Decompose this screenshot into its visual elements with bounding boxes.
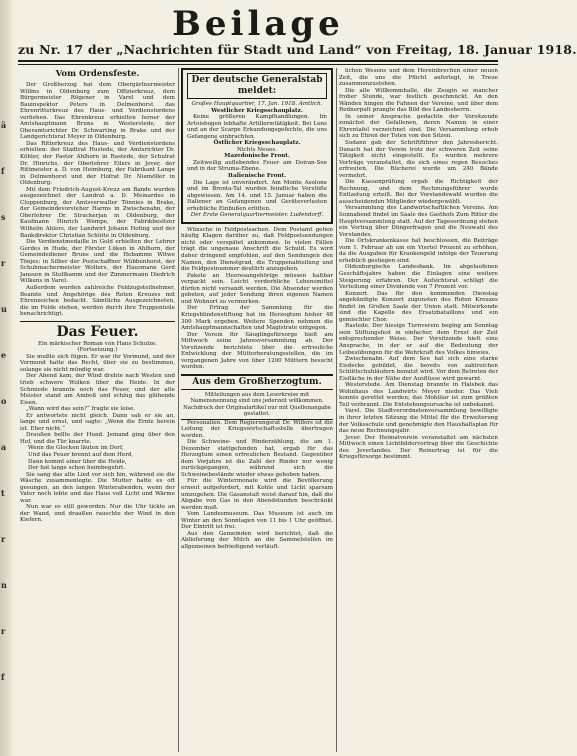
cropped-edge-letter: o [1,396,7,406]
report-eastern-front-text: Nichts Neues. [236,146,278,153]
grand-duchy-section-note: Mitteilungen aus dem Leserkreise mit Namensnennung sind uns jederzeit willkommen. Nachdruck der Originalartikel nur mit Quellenangabe gestattet. [181,392,333,420]
article-paragraph: Die Ortskrankenkasse hat beschlossen, die Beiträge vom 1. Februar ab um ein Viertel Prozent zu erhöhen, da die Ausgaben für Krankengeld infolge der Teuerung erheblich gestiegen sind. [339,238,498,264]
article-paragraph: Westerstede. Am Dienstag brannte in Halsbek das Wohnhaus des Landwirts Meyer nieder. Das Vieh konnte gerettet werden; das Mobiliar ist zum größten Teil verbrannt. Die Entstehungsursache ist unbekannt. [339,382,498,408]
cropped-edge-letter: s [1,212,6,222]
article-paragraph: Der Großherzog hat dem Obergärtnermeister Willms in Oldenburg zum Offizierkreuz, dem Bürgermeister Rögener in Varel und dem Bauinspektor Peters in Delmenhorst das Ehrenritterkreuz des Haus- und Verdienstordens verliehen. Das Ehrenkreuz erhielten ferner der Amtshauptmann Bruns in Westerstede, der Oberamtsrichter Dr. Schwarting in Brake und der Landgerichtsrat Meyer in Oldenburg. [20,82,175,141]
poem-line: Dann kommt einer über die Heide, [28,458,127,465]
column-rule-1 [178,68,179,752]
cropped-edge-letter: f [1,166,5,176]
novel-paragraph: Er antwortete nicht gleich. Dann sah er sie an, lange und ernst, und sagte: „Wenn die Ernte herein ist. Eher nicht.“ [20,412,175,432]
general-staff-report-box [181,68,333,224]
local-news-articles [181,227,333,371]
article-paragraph: Die Verdienstmedaille in Gold erhielten der Lehrer Gerdes in Hude, der Förster Lüken in Ahlhorn, der Gemeindediener Bruns und die Hebamme Witwe Tönjes; in Silber der Postschaffner Wübbenhorst, der Schuhmachermeister Wolters, der Hausmann Gerd Janssen in Stollhamm und der Zimmermann Diedrich Wilkens in Varel. [20,239,175,285]
order-festival-heading: Vom Ordensfeste. [55,69,140,79]
cropped-edge-letter: r [1,626,6,636]
report-western-front-head: Westlicher Kriegsschauplatz. [211,107,303,114]
general-staff-report-title: Der deutsche Generalstab meldet: [187,73,327,99]
article-paragraph: Außerdem wurden zahlreiche Feldzugsteilnehmer, Beamte und Angehörige des Roten Kreuzes mit Ehrenzeichen bedacht. Sämtliche Ausgezeichneten, die im Felde stehen, werden durch ihre Truppenteile benachrichtigt. [20,284,175,318]
novel-text [20,354,175,446]
cropped-edge-letter: f [1,672,5,682]
novel-paragraph: Sie sang das alte Lied vor sich hin, während sie die Wäsche zusammenlegte. Die Mutter hatte es oft gesungen, an den langen Winterabenden, wenn der Vater noch lebte und das Haus voll Licht und Wärme war. [20,471,175,504]
cropped-edge-letter: r [1,534,6,544]
cropped-edge-letter: a [1,442,7,452]
article-paragraph: Jever. Der Heimatverein veranstaltet am nächsten Mittwoch einen Lichtbildervortrag über die Geschichte des Jeverlandes. Der Reinertrag ist für die Kriegsfürsorge bestimmt. [339,434,498,461]
novel-paragraph: „Wann wird das sein?“ fragte sie leise. [26,406,136,413]
article-paragraph: Aus den Gemeinden wird berichtet, daß die Ablieferung der Milch an die Sammelstellen im allgemeinen befriedigend verläuft. [181,530,333,550]
column-middle [181,68,333,752]
novel-paragraph: Draußen bellte der Hund. Jemand ging über den Hof, und die Tür knarrte. [20,432,175,445]
article-paragraph: Rastede. Der hiesige Turnverein beging am Sonntag sein Stiftungsfest in einfacher, dem Ernst der Zeit entsprechender Weise. Der Vorsitzende hielt eine Ansprache, in der er auf die Bedeutung der Leibesübungen für die Wehrkraft des Volkes hinwies. [339,323,498,356]
masthead-rule [18,60,498,62]
article-paragraph: Zwischenahn. Auf dem See hat sich eine starke Eisdecke gebildet, die bereits von zahlreichen Schlittschuhläufern benutzt wird. Vor dem Betreten der Eisfläche in der Nähe der Ausflüsse wird gewarnt. [339,356,498,382]
cropped-edge-letter: t [1,488,5,498]
article-paragraph: Versammlung des Landwirtschaftlichen Vereins. Am Sonnabend findet im Saale des Gasthofs Zum Ritter die Hauptversammlung statt. Auf der Tagesordnung stehen ein Vortrag über Düngerfragen und die Neuwahl des Vorstandes. [339,205,498,238]
report-dateline: Großes Hauptquartier, 17. Jan. 1918. Amtlich. [191,101,323,107]
novel-paragraph: Nun war es still geworden. Nur die Uhr tickte an der Wand, und draußen rauschte der Wind in den Kiefern. [20,504,175,524]
novel-paragraph: Der Abend kam, der Wind drehte nach Westen und trieb schwere Wolken über die Heide. In der Schmiede brannte noch das Feuer, und der alte Meister stand am Amboß und schlug das glühende Eisen. [20,373,175,406]
article-paragraph: Die Schweine- und Rinderzählung, die am 1. Dezember stattgefunden hat, ergab für das Herzogtum einen erfreulichen Bestand. Gegenüber dem Vorjahre ist die Zahl der Rinder nur wenig zurückgegangen, während sich die Schweinebestände wieder etwas gehoben haben. [181,439,333,478]
novel-byline: Ein märkischer Roman von Hans Schulze. [37,340,158,347]
novel-poem [20,445,175,471]
cropped-edge-letter: u [1,304,7,314]
report-macedonian-front-text: Zeitweilig auflebendes Feuer am Doiran-See und in der Struma-Ebene. [187,159,327,173]
article-paragraph: Konzert. Das für den kommenden Dienstag angekündigte Konzert zugunsten des Roten Kreuzes findet im Großen Saale der Union statt. Mitwirkende sind die Kapelle des Ersatzbataillons und ein gemischter Chor. [339,290,498,323]
article-paragraph: In seiner Ansprache gedachte der Vorsitzende zunächst der Gefallenen, deren Namen in einer Ehrentafel verzeichnet sind. Die Versammlung erhob sich zu Ehren der Toten von den Sitzen. [339,113,498,140]
article-paragraph: Wünsche in Feldpostsachen. Dem Postamt gehen häufig Klagen darüber zu, daß Feldpostsendungen nicht oder verspätet ankommen. In vielen Fällen trägt die ungenaue Anschrift die Schuld. Es wird daher dringend empfohlen, auf den Sendungen den Namen, den Dienstgrad, die Truppenabteilung und die Feldpostnummer deutlich anzugeben. [181,226,333,273]
article-paragraph: Vom Landesmuseum. Das Museum ist auch im Winter an den Sonntagen von 11 bis 1 Uhr geöffnet. Der Eintritt ist frei. [181,511,333,531]
cropped-edge-letter: r [1,258,6,268]
article-paragraph: Die Kassenprüfung ergab die Richtigkeit der Rechnung, und dem Rechnungsführer wurde Entlastung erteilt. Bei der Vorstandswahl wurden die ausscheidenden Mitglieder wiedergewählt. [339,179,498,205]
cropped-edge-letter: n [1,580,7,590]
poem-line: Und das Feuer brennt auf dem Herd, [28,451,134,458]
novel-paragraph: Sie mußte sich fügen. Er war ihr Vormund, und der Vormund hatte das Recht, über sie zu bestimmen, solange sie nicht mündig war. [20,353,175,373]
article-paragraph: Personalien. Dem Regierungsrat Dr. Willers ist die Leitung der Kriegswirtschaftsstelle übertragen worden. [181,419,333,439]
novel-text-continued [20,472,175,524]
column-rule-2 [336,68,337,752]
article-paragraph: Der Verein für Säuglingsfürsorge hielt am Mittwoch seine Jahresversammlung ab. Der Vorsitzende berichtete über die erfreuliche Entwicklung der Mütterberatungsstellen, die im vergangenen Jahre von über 1200 Müttern besucht wurden. [181,331,333,371]
report-italian-front-text: Die Lage ist unverändert. Am Monte Asolone und im Brenta-Tal wurden feindliche Vorstöße abgewiesen. Am 14. und 15. Januar haben die Italiener an Gefangenen und Geräteverlusten erhebliche Einbußen erlitten. [187,179,327,212]
order-festival-article [20,82,175,318]
article-paragraph: Pakete an Heeresangehörige müssen haltbar verpackt sein. Leicht verderbliche Lebensmittel dürfen nicht versandt werden. Die Absender werden gebeten, auf jeder Sendung ihren eigenen Namen und Wohnort zu vermerken. [181,272,333,305]
report-signature: Der Erste Generalquartiermeister. Ludendorff. [190,212,324,219]
grand-duchy-section-heading: Aus dem Großherzogtum. [181,374,333,390]
supplement-subtitle: zu Nr. 17 der „Nachrichten für Stadt und Land“ von Freitag, 18. Januar 1918. [18,42,577,57]
article-paragraph: Die alte Willkommhalle, die Zeugin so mancher froher Stunde, war festlich geschmückt. An den Wänden hingen die Fahnen der Vereine, und über dem Rednerpult prangte das Bild des Landesherrn. [339,87,498,114]
grand-duchy-articles [181,420,333,551]
article-paragraph: Der Ertrag der Sammlung für die Kriegsblindenstiftung hat im Herzogtum bisher 48 300 Mark ergeben. Weitere Spenden nehmen die Amtshauptmannschaften und Magistrate entgegen. [181,305,333,332]
novel-continuation: (Fortsetzung.) [77,347,118,354]
masthead-rule-thin [18,64,498,65]
report-eastern-front-head: Östlicher Kriegsschauplatz. [213,140,301,147]
report-macedonian-front-head: Mazedonische Front. [224,153,290,160]
article-paragraph: lichen Wesens und dem Hereinbrechen einer neuen Zeit, die uns die Pflicht auferlegt, in Treue zusammenzustehen. [339,68,498,88]
article-paragraph: Oldenburgische Landesbank. Im abgelaufenen Geschäftsjahre haben die Einlagen eine weitere Steigerung erfahren. Der Aufsichtsrat schlägt die Verteilung einer Dividende von 7 Prozent vor. [339,264,498,291]
scan-binding-edge [0,0,14,756]
article-paragraph: Sodann gab der Schriftführer den Jahresbericht. Danach hat der Verein trotz der schweren Zeit seine Tätigkeit nicht eingestellt. Es wurden mehrere Vorträge veranstaltet, die sich eines regen Besuches erfreuten. Die Bücherei wurde um 240 Bände vermehrt. [339,140,498,179]
novel-title: Das Feuer. [56,323,139,340]
supplement-title: Beilage [172,4,344,44]
column-right [339,68,498,752]
cropped-edge-letter: e [1,350,7,360]
article-paragraph: Mit dem Friedrich-August-Kreuz am Bande wurden ausgezeichnet der Landrat a. D. Meinardus in Cloppenburg, der Amtsverwalter Tönnies in Brake, der Gemeindevorsteher Harms in Zwischenahn, der Oberlehrer Dr. Strackerjan in Oldenburg, der Kaufmann Hinrich Wempe, der Fabrikbesitzer Wilhelm Ahlers, der Landwirt Johann Hoting und der Bankdirektor Christian Schütte in Oldenburg. [20,186,175,239]
report-western-front-text: Keine größeren Kampfhandlungen. Im Artoisbogen lebhafte Artillerietätigkeit. Bei Lens und an der Scarpe Erkundungsgefechte, die uns Gefangene einbrachten. [187,114,327,140]
masthead [18,4,577,58]
article-paragraph: Für die Wintermonate wird die Bevölkerung erneut aufgefordert, mit Kohle und Licht sparsam umzugehen. Die Gasanstalt weist darauf hin, daß die Abgabe von Gas in den Abendstunden beschränkt werden muß. [181,478,333,511]
report-italian-front-head: Italienische Front. [227,173,287,180]
section-divider [20,321,175,322]
article-paragraph: Varel. Die Stadtverordnetenversammlung bewilligte in ihrer letzten Sitzung die Mittel für die Erweiterung der Volksschule und genehmigte den Haushaltsplan für das neue Rechnungsjahr. [339,408,498,435]
poem-line: Wenn die Glocken läuten im Dorf, [28,445,124,452]
regional-news-articles [339,68,498,461]
poem-line: Der hat lange schon heimbegehrt. [28,465,126,472]
cropped-edge-letter: ä [1,120,7,130]
article-paragraph: Das Ritterkreuz des Haus- und Verdienstordens erhielten: der Stadtrat Hustede, der Amtsrichter Dr. Köhler, der Pastor Ahlhorn in Rastede, der Schulrat Dr. Hinrichs, der Oberlehrer Eilers in Jever, der Rittmeister a. D. von Heimburg, der Fabrikant Lange in Delmenhorst und der Hofrat Dr. Niemöller in Oldenburg. [20,140,175,187]
column-left [20,68,175,752]
